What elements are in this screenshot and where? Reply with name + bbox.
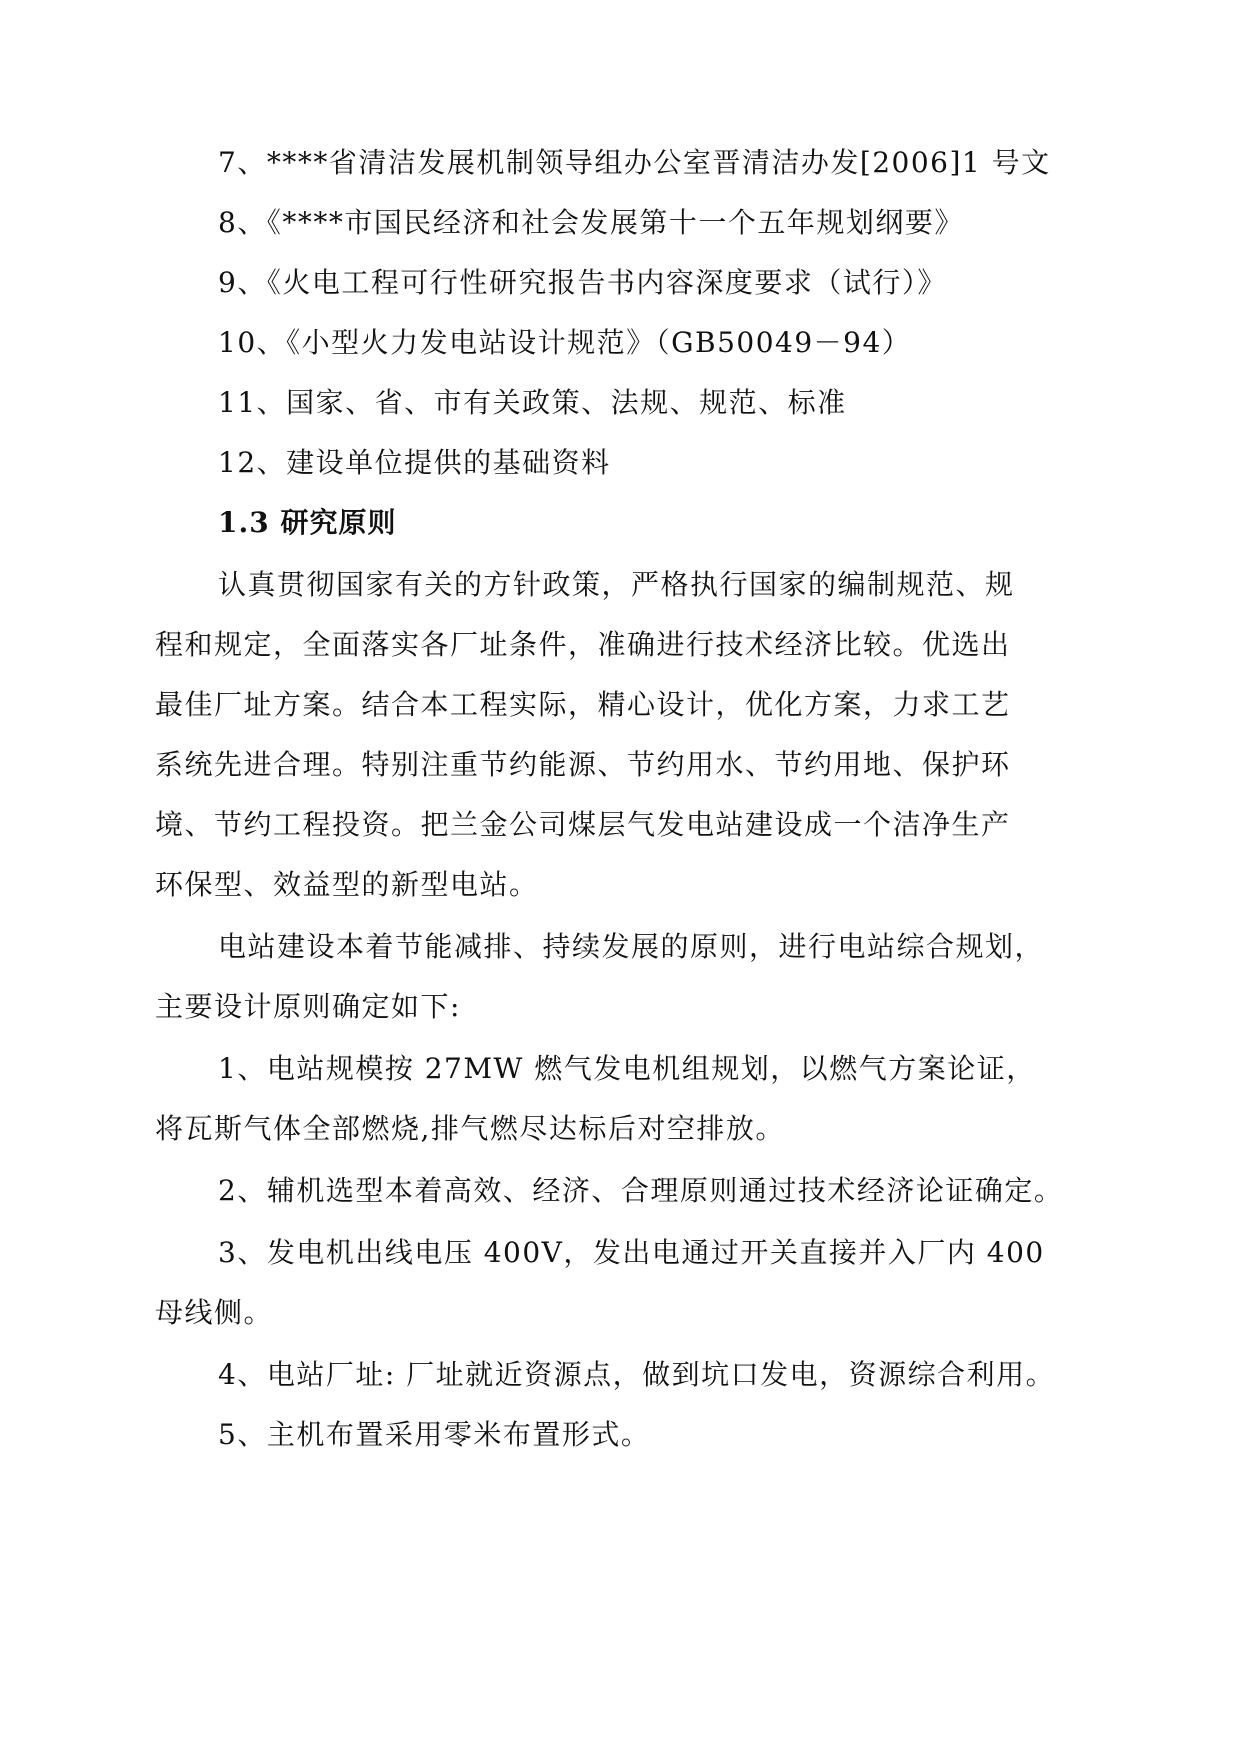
reference-item-9: 9、《火电工程可行性研究报告书内容深度要求（试行）》 [218, 266, 947, 299]
reference-item-10: 10、《小型火力发电站设计规范》（GB50049－94） [218, 326, 912, 359]
paragraph-1-line: 程和规定，全面落实各厂址条件，准确进行技术经济比较。优选出 [155, 628, 1011, 661]
principle-line: 5、主机布置采用零米布置形式。 [218, 1418, 651, 1451]
principle-line: 2、辅机选型本着高效、经济、合理原则通过技术经济论证确定。 [218, 1174, 1064, 1207]
reference-item-8: 8、《****市国民经济和社会发展第十一个五年规划纲要》 [218, 206, 964, 239]
principle-line: 母线侧。 [155, 1296, 274, 1329]
principle-line: 将瓦斯气体全部燃烧,排气燃尽达标后对空排放。 [155, 1112, 785, 1145]
principle-line: 4、电站厂址: 厂址就近资源点，做到坑口发电，资源综合利用。 [218, 1358, 1056, 1391]
paragraph-2-line: 电站建设本着节能减排、持续发展的原则，进行电站综合规划， [218, 930, 1045, 963]
paragraph-1-line: 境、节约工程投资。把兰金公司煤层气发电站建设成一个洁净生产 [155, 808, 1011, 841]
paragraph-1-line: 认真贯彻国家有关的方针政策，严格执行国家的编制规范、规 [218, 568, 1015, 601]
paragraph-1-line: 环保型、效益型的新型电站。 [155, 868, 539, 901]
principle-line: 1、电站规模按 27MW 燃气发电机组规划，以燃气方案论证， [218, 1052, 1036, 1085]
paragraph-2-line: 主要设计原则确定如下: [155, 990, 461, 1023]
paragraph-1-line: 系统先进合理。特别注重节约能源、节约用水、节约用地、保护环 [155, 748, 1011, 781]
reference-item-7: 7、****省清洁发展机制领导组办公室晋清洁办发[2006]1 号文 [218, 146, 1051, 179]
reference-item-12: 12、建设单位提供的基础资料 [218, 446, 611, 479]
paragraph-1-line: 最佳厂址方案。结合本工程实际，精心设计，优化方案，力求工艺 [155, 688, 1011, 721]
principle-line: 3、发电机出线电压 400V，发出电通过开关直接并入厂内 400 [218, 1236, 1045, 1269]
reference-item-11: 11、国家、省、市有关政策、法规、规范、标准 [218, 386, 847, 419]
section-heading: 1.3 研究原则 [218, 506, 397, 539]
